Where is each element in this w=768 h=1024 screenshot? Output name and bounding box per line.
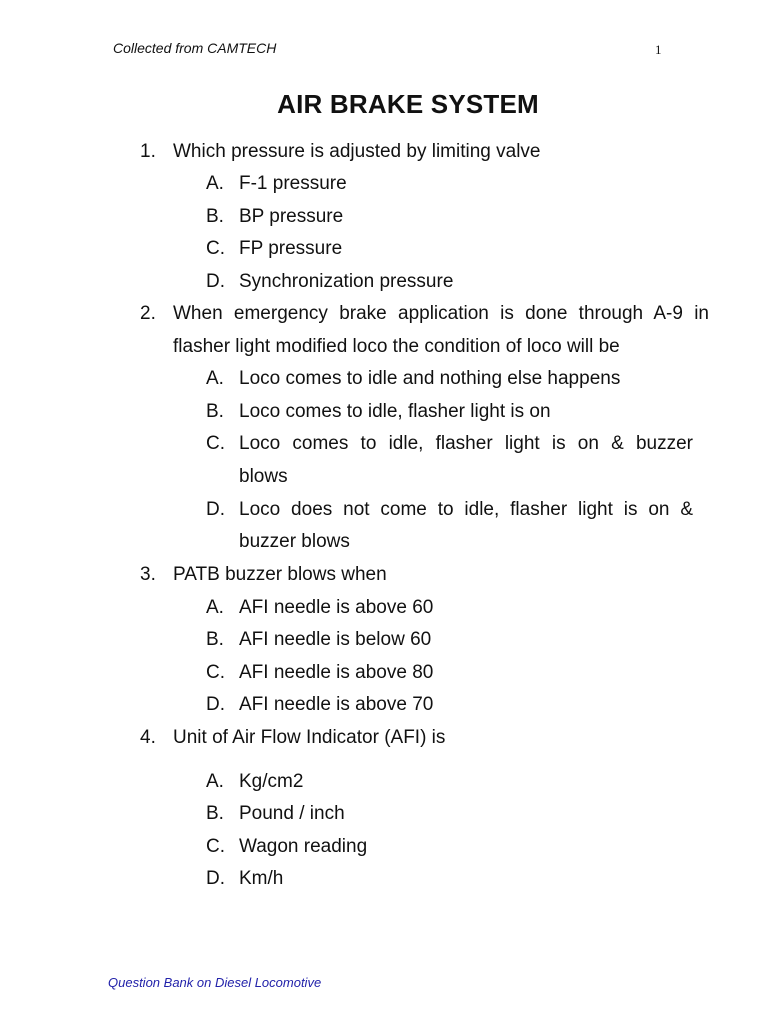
option-text: blows: [239, 466, 288, 487]
question-text: PATB buzzer blows when: [173, 564, 387, 585]
option-letter: D.: [206, 868, 225, 889]
option-letter: C.: [206, 433, 225, 454]
question-text: Which pressure is adjusted by limiting valve: [173, 141, 541, 162]
option-letter: A.: [206, 368, 224, 389]
option-letter: C.: [206, 836, 225, 857]
question-number: 3.: [140, 564, 156, 585]
option-letter: A.: [206, 771, 224, 792]
option-letter: B.: [206, 803, 224, 824]
option-text: buzzer blows: [239, 531, 350, 552]
option-text: AFI needle is above 80: [239, 662, 434, 683]
option-text: BP pressure: [239, 206, 344, 227]
option-text: Synchronization pressure: [239, 271, 454, 292]
option-letter: B.: [206, 401, 224, 422]
question-number: 1.: [140, 141, 156, 162]
option-letter: D.: [206, 694, 225, 715]
option-text: Kg/cm2: [239, 771, 304, 792]
page-title: AIR BRAKE SYSTEM: [277, 89, 539, 119]
option-text: AFI needle is above 70: [239, 694, 434, 715]
question-text: flasher light modified loco the condition of loco will be: [173, 336, 620, 357]
option-letter: C.: [206, 662, 225, 683]
footer-note: Question Bank on Diesel Locomotive: [108, 975, 322, 990]
question-text: Unit of Air Flow Indicator (AFI) is: [173, 727, 446, 748]
option-letter: C.: [206, 238, 225, 259]
option-text: Loco comes to idle, flasher light is on & buzzer: [239, 433, 693, 454]
option-text: Loco comes to idle, flasher light is on: [239, 401, 551, 422]
header-source: Collected from CAMTECH: [113, 40, 277, 56]
page-number: 1: [655, 42, 662, 57]
option-text: F-1 pressure: [239, 173, 347, 194]
option-letter: A.: [206, 597, 224, 618]
question-text: When emergency brake application is done through A-9 in: [173, 303, 709, 324]
option-text: Pound / inch: [239, 803, 345, 824]
option-text: FP pressure: [239, 238, 343, 259]
option-letter: B.: [206, 206, 224, 227]
option-text: Loco does not come to idle, flasher light is on &: [239, 499, 693, 520]
option-text: Km/h: [239, 868, 284, 889]
option-letter: D.: [206, 499, 225, 520]
option-text: AFI needle is above 60: [239, 597, 434, 618]
option-text: Wagon reading: [239, 836, 368, 857]
option-text: AFI needle is below 60: [239, 629, 432, 650]
option-text: Loco comes to idle and nothing else happens: [239, 368, 621, 389]
option-letter: D.: [206, 271, 225, 292]
option-letter: A.: [206, 173, 224, 194]
question-number: 4.: [140, 727, 156, 748]
option-letter: B.: [206, 629, 224, 650]
question-number: 2.: [140, 303, 156, 324]
